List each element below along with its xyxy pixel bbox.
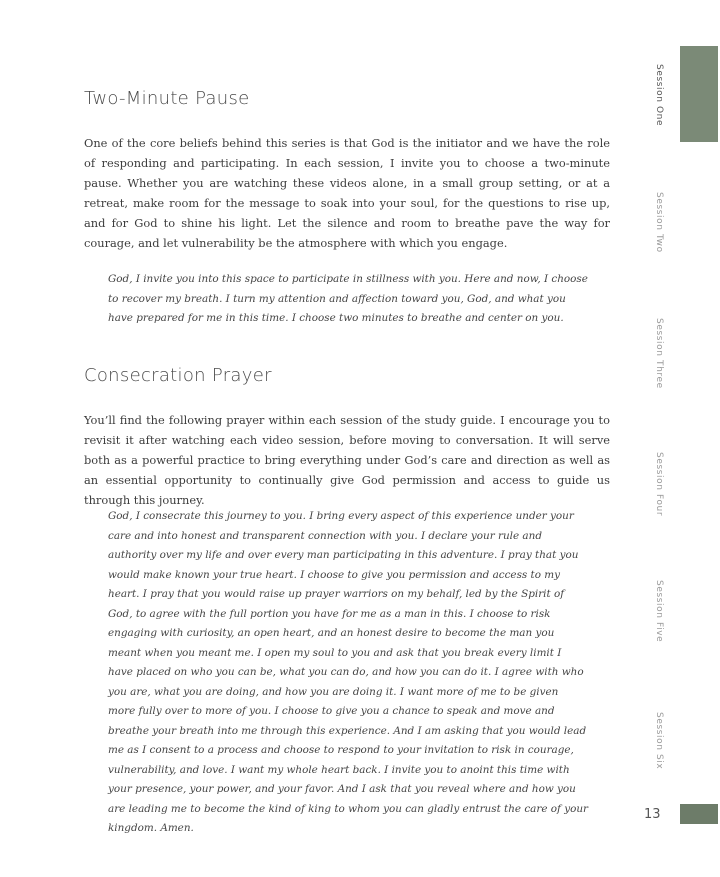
tab-session-six[interactable]: Session Six [654,712,664,770]
tab-session-two[interactable]: Session Two [654,192,664,253]
tab-session-one[interactable]: Session One [654,64,664,127]
tab-session-five[interactable]: Session Five [654,580,664,643]
session-tabs [640,0,720,877]
active-tab-marker [680,46,718,142]
page-number: 13 [644,807,661,822]
tab-session-three[interactable]: Session Three [654,318,664,389]
section-heading-consecration-prayer: Consecration Prayer [84,365,272,386]
two-minute-pause-body: One of the core beliefs behind this series is that God is the initiator and we have the role of responding and participating. In each session, I invite you to choose a two-minute pause. Whether you are watching these videos alone, in a small group setting, or at a retreat, make room for the message to soak into your soul, for the questions to rise up, and for God to shine his light. Let the silence and room to breathe pave the way for courage, and let vulnerability be the atmosphere with which you engage. [84,136,610,250]
tab-session-four[interactable]: Session Four [654,452,664,517]
consecration-prayer-body: You’ll find the following prayer within each session of the study guide. I encourage you to revisit it after watching each video session, before moving to conversation. It will serve both as a powerful practice to bring everything under God’s care and direction as well as an essential opportunity to continually give God permission and access to guide us through this journey. [84,413,610,507]
two-minute-pause-prayer: God, I invite you into this space to participate in stillness with you. Here and now, I choose to recover my breath. I turn my attention and affection toward you, God, and what you have prepared for me in this time. I choose two minutes to breathe and center on you. [108,273,588,324]
page-number-bar [680,804,718,824]
section-heading-two-minute-pause: Two-Minute Pause [84,88,250,109]
consecration-prayer-text: God, I consecrate this journey to you. I bring every aspect of this experience under your care and into honest and transparent connection with you. I declare your rule and authority over my life and over every man participating in this adventure. I pray that you would make known your true heart. I choose to give you permission and access to my heart. I pray that you would raise up prayer warriors on my behalf, led by the Spirit of God, to agree with the full portion you have for me as a man in this. I choose to risk engaging with curiosity, an open heart, and an honest desire to become the man you meant when you meant me. I open my soul to you and ask that you break every limit I have placed on who you can be, what you can do, and how you can do it. I agree with who you are, what you are doing, and how you are doing it. I want more of me to be given more fully over to more of you. I choose to give you a chance to speak and move and breathe your breath into me through this experience. And I am asking that you would lead me as I consent to a process and choose to respond to your invitation to risk in courage, vulnerability, and love. I want my whole heart back. I invite you to anoint this time with your presence, your power, and your favor. And I ask that you reveal where and how you are leading me to become the kind of king to whom you can gladly entrust the care of your kingdom. Amen. [108,510,588,834]
